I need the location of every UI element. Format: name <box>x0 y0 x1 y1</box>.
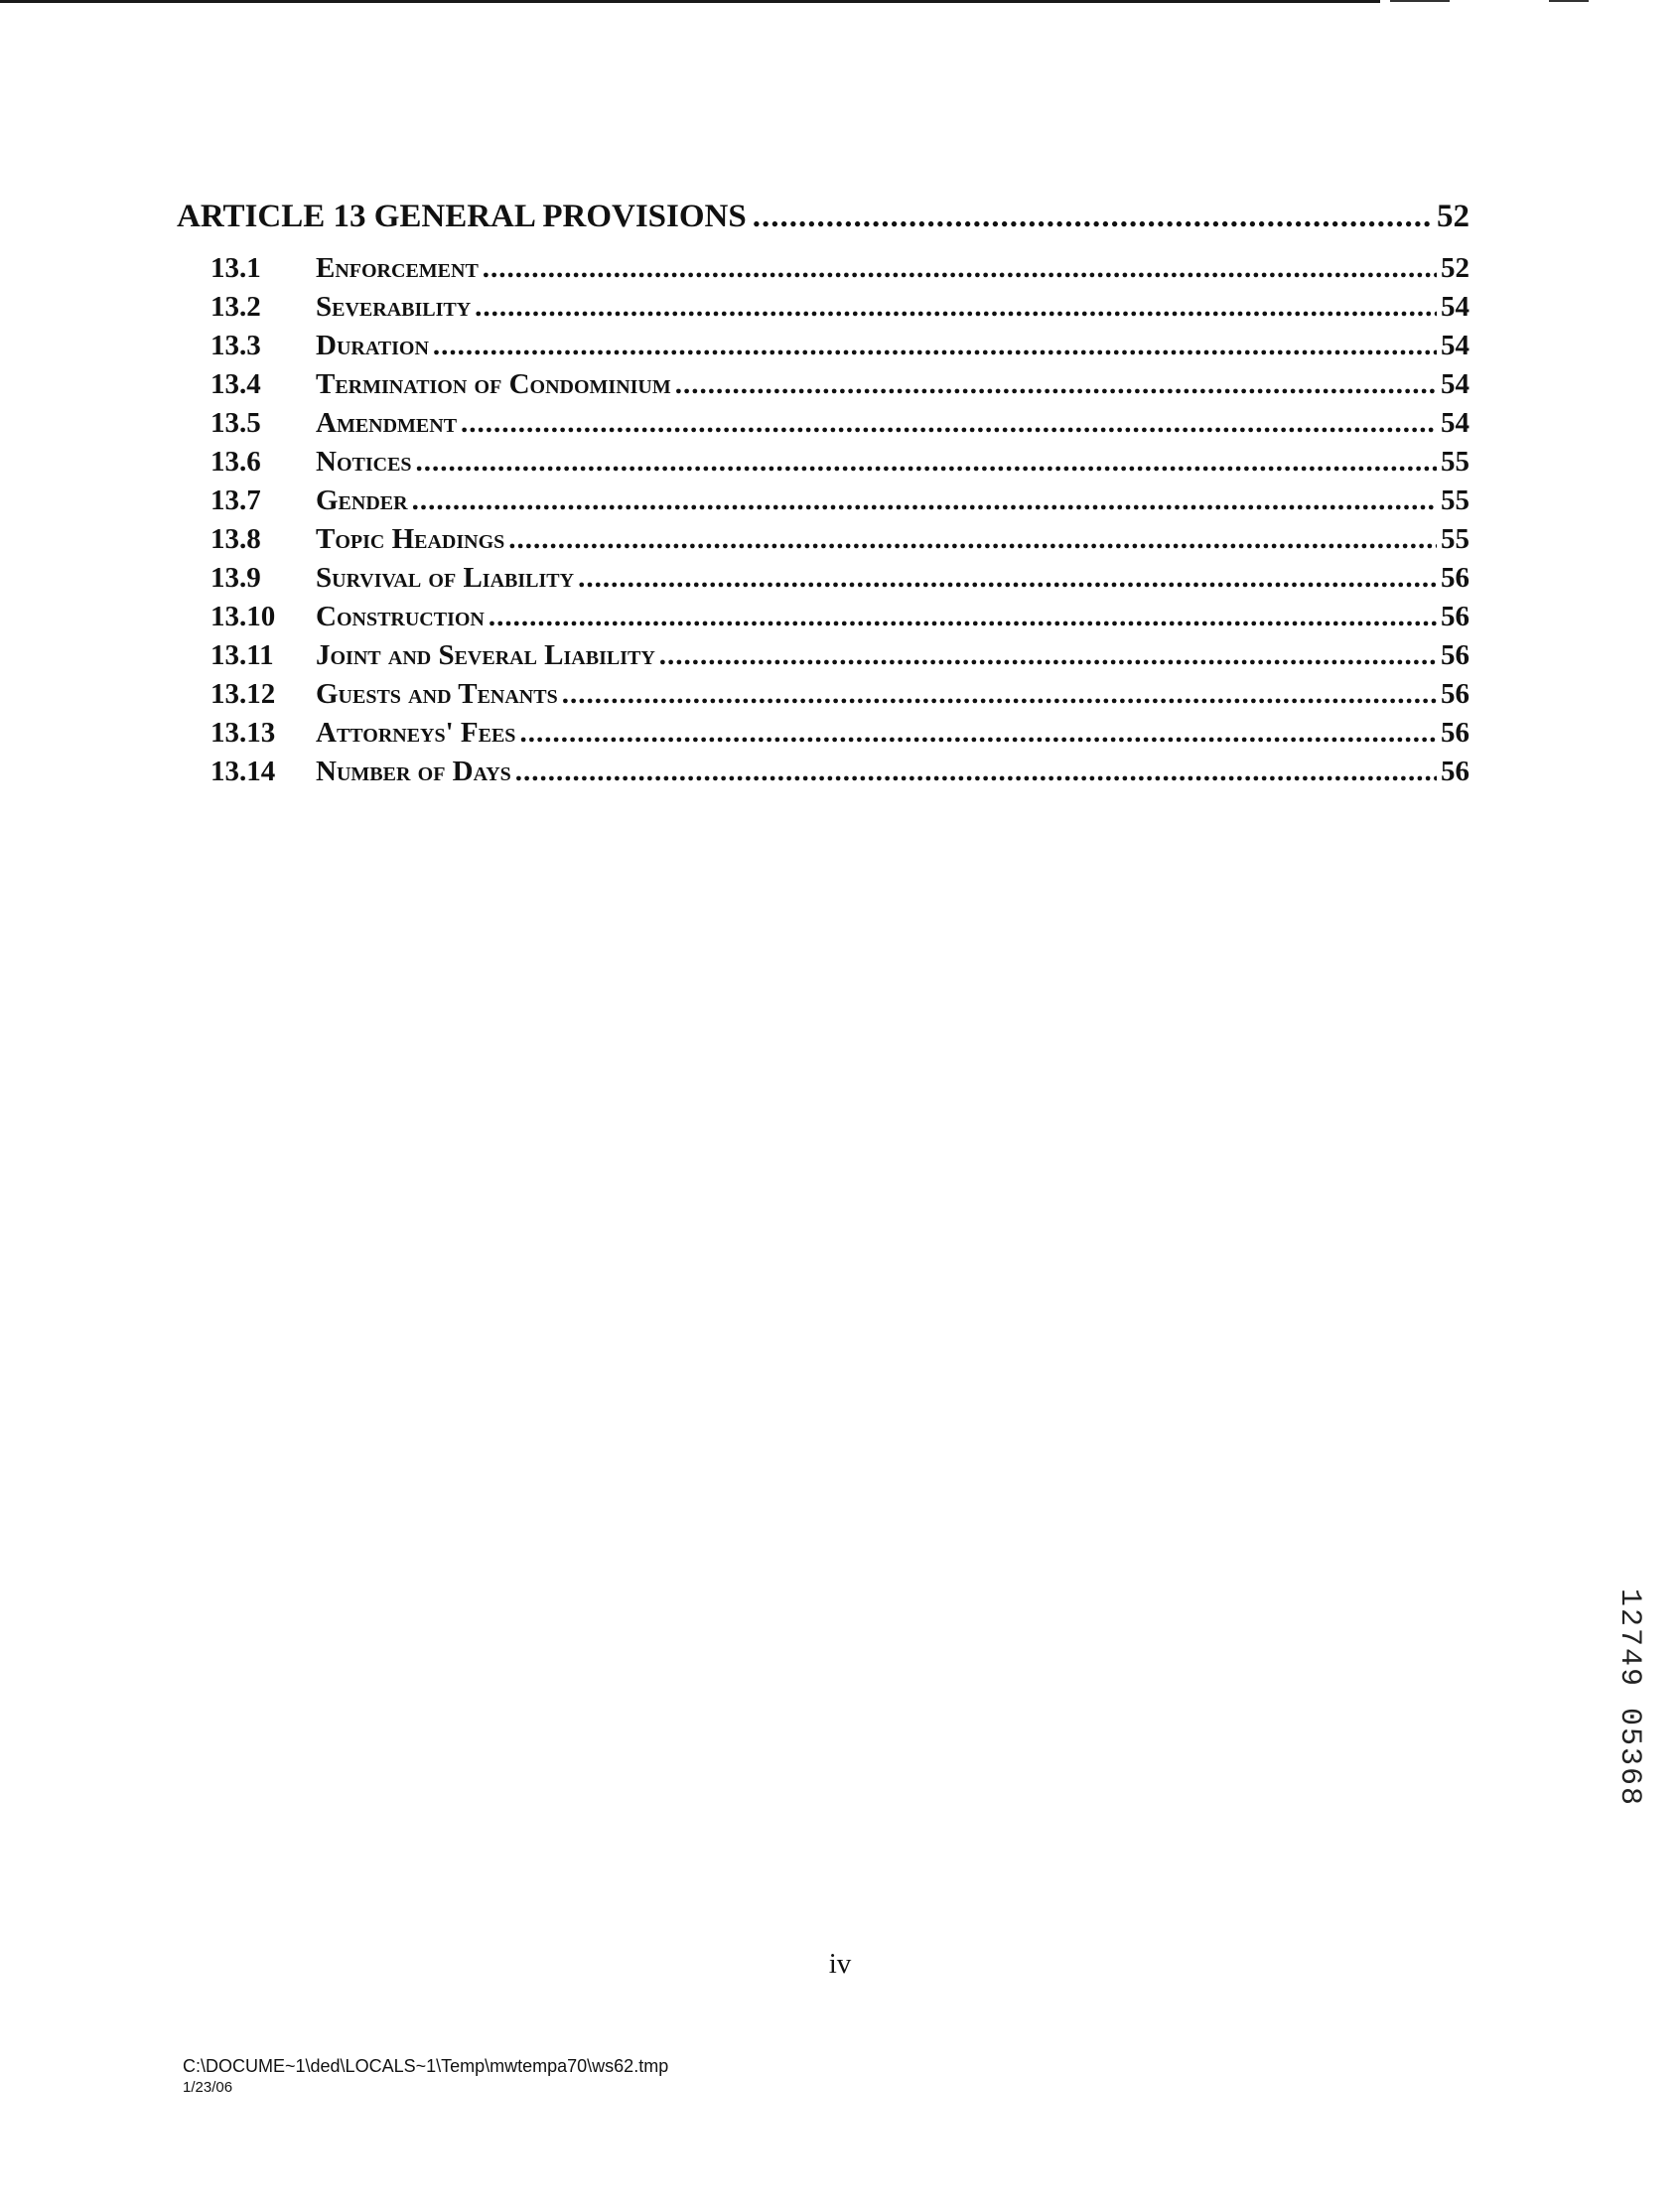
toc-section-entry[interactable] <box>177 368 1470 407</box>
article-title: ARTICLE 13 GENERAL PROVISIONS <box>177 199 747 234</box>
section-page-number: 54 <box>1441 368 1470 400</box>
toc-section-entry[interactable] <box>177 717 1470 756</box>
section-number: 13.2 <box>210 291 261 323</box>
dot-leader <box>489 601 1437 633</box>
toc-section-entry[interactable] <box>177 756 1470 794</box>
section-number: 13.8 <box>210 523 261 555</box>
toc-section-entry[interactable] <box>177 407 1470 446</box>
dot-leader <box>461 407 1437 440</box>
section-page-number: 55 <box>1441 523 1470 555</box>
section-page-number: 55 <box>1441 484 1470 516</box>
section-page-number: 55 <box>1441 446 1470 478</box>
section-page-number: 54 <box>1441 330 1470 361</box>
section-number: 13.10 <box>210 601 276 632</box>
dot-leader <box>578 562 1437 595</box>
section-title: Topic Headings <box>316 523 505 555</box>
section-number: 13.13 <box>210 717 276 749</box>
section-title: Severability <box>316 291 472 323</box>
bates-stamp <box>1609 1588 1658 1857</box>
section-number: 13.9 <box>210 562 261 594</box>
section-page-number: 52 <box>1441 252 1470 284</box>
section-number: 13.6 <box>210 446 261 478</box>
section-page-number: 56 <box>1441 756 1470 787</box>
dot-leader <box>475 291 1437 324</box>
dot-leader <box>416 446 1437 479</box>
document-footer <box>183 2055 668 2099</box>
toc-article-entry[interactable] <box>177 199 1470 242</box>
section-number: 13.5 <box>210 407 261 439</box>
toc-section-entry[interactable] <box>177 562 1470 601</box>
section-title: Gender <box>316 484 408 516</box>
dot-leader <box>515 756 1437 788</box>
dot-leader <box>562 678 1437 711</box>
section-number: 13.4 <box>210 368 261 400</box>
section-page-number: 54 <box>1441 407 1470 439</box>
toc-section-entry[interactable] <box>177 252 1470 291</box>
dot-leader <box>412 484 1437 517</box>
footer-date: 1/23/06 <box>183 2079 233 2096</box>
section-number: 13.1 <box>210 252 261 284</box>
section-number: 13.7 <box>210 484 261 516</box>
page-number: iv <box>828 1948 852 1980</box>
section-title: Notices <box>316 446 412 478</box>
toc-section-entry[interactable] <box>177 639 1470 678</box>
section-number: 13.3 <box>210 330 261 361</box>
bates-stamp-text: 12749 05368 <box>1612 1588 1646 1808</box>
section-title: Termination of Condominium <box>316 368 671 400</box>
scan-edge-mark <box>1390 0 1450 2</box>
section-page-number: 54 <box>1441 291 1470 323</box>
section-title: Construction <box>316 601 485 632</box>
dot-leader <box>483 252 1437 285</box>
toc-section-entry[interactable] <box>177 523 1470 562</box>
section-page-number: 56 <box>1441 678 1470 710</box>
toc-section-entry[interactable] <box>177 601 1470 639</box>
toc-section-entry[interactable] <box>177 678 1470 717</box>
section-title: Number of Days <box>316 756 511 787</box>
dot-leader <box>659 639 1437 672</box>
dot-leader <box>753 199 1433 235</box>
section-page-number: 56 <box>1441 639 1470 671</box>
section-page-number: 56 <box>1441 562 1470 594</box>
section-title: Duration <box>316 330 429 361</box>
section-title: Guests and Tenants <box>316 678 558 710</box>
section-number: 13.14 <box>210 756 276 787</box>
section-title: Joint and Several Liability <box>316 639 655 671</box>
section-title: Enforcement <box>316 252 479 284</box>
section-title: Amendment <box>316 407 458 439</box>
toc-section-entry[interactable] <box>177 484 1470 523</box>
toc-section-entry[interactable] <box>177 291 1470 330</box>
dot-leader <box>675 368 1437 401</box>
file-path: C:\DOCUME~1\ded\LOCALS~1\Temp\mwtempa70\ws62.tmp <box>183 2056 669 2076</box>
dot-leader <box>433 330 1437 362</box>
section-number: 13.11 <box>210 639 274 671</box>
scan-top-rule <box>0 0 1380 3</box>
table-of-contents <box>177 199 1470 794</box>
section-title: Survival of Liability <box>316 562 575 594</box>
section-number: 13.12 <box>210 678 276 710</box>
dot-leader <box>508 523 1437 556</box>
section-page-number: 56 <box>1441 717 1470 749</box>
section-page-number: 56 <box>1441 601 1470 632</box>
dot-leader <box>519 717 1437 750</box>
section-title: Attorneys' Fees <box>316 717 516 749</box>
toc-section-entry[interactable] <box>177 446 1470 484</box>
toc-section-entry[interactable] <box>177 330 1470 368</box>
scan-edge-mark <box>1549 0 1589 2</box>
article-page-number: 52 <box>1437 199 1470 234</box>
